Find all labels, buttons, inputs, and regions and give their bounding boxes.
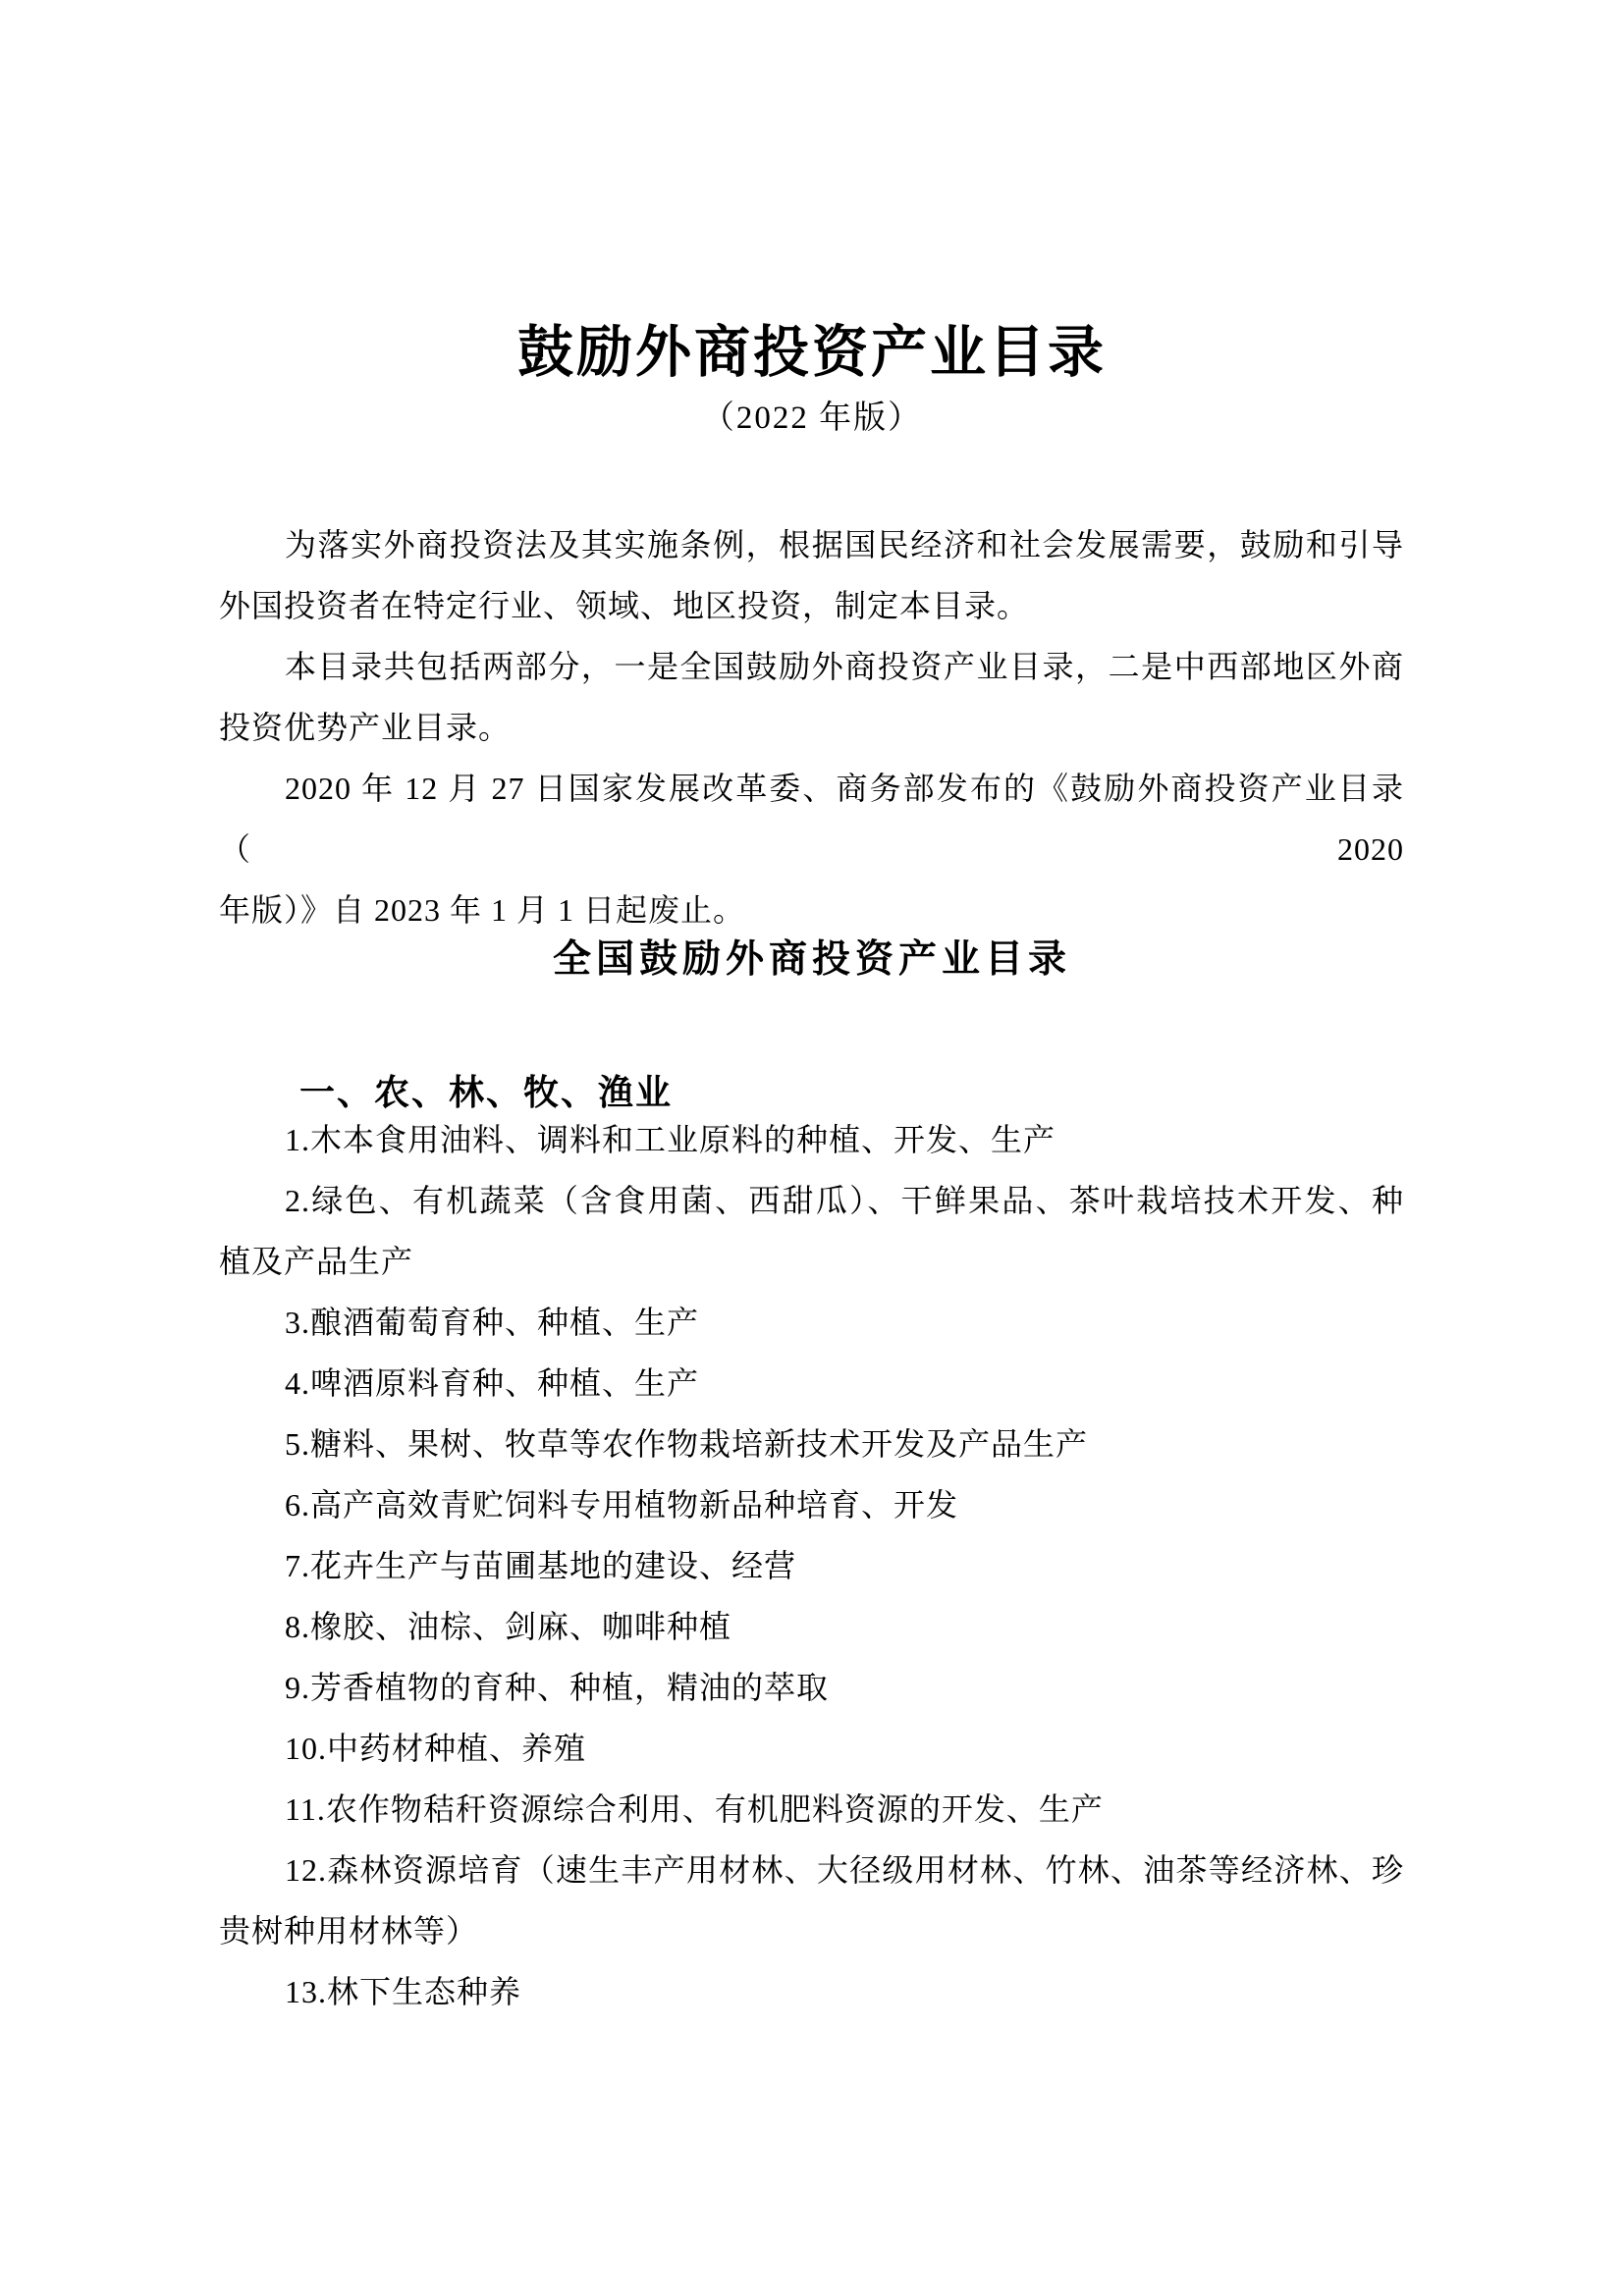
document-subtitle: （2022 年版） <box>701 400 923 436</box>
list-item: 7.花卉生产与苗圃基地的建设、经营 <box>285 1548 797 1583</box>
list-item: 11.农作物秸秆资源综合利用、有机肥料资源的开发、生产 <box>285 1791 1104 1827</box>
intro-paragraphs <box>219 514 1404 940</box>
list-item: 12.森林资源培育（速生丰产用材林、大径级用材林、竹林、油茶等经济林、珍 <box>285 1852 1404 1888</box>
list-item: 8.橡胶、油棕、剑麻、咖啡种植 <box>285 1609 732 1644</box>
intro-line: 为落实外商投资法及其实施条例，根据国民经济和社会发展需要，鼓励和引导 <box>285 527 1404 562</box>
list-item-continuation: 植及产品生产 <box>219 1244 414 1279</box>
list-item: 5.糖料、果树、牧草等农作物栽培新技术开发及产品生产 <box>285 1426 1089 1462</box>
intro-line: 年版）》自 2023 年 1 月 1 日起废止。 <box>219 892 746 928</box>
catalogue-items <box>219 1109 1404 2022</box>
intro-line: 投资优势产业目录。 <box>219 710 512 745</box>
list-item-continuation: 贵树种用材林等） <box>219 1913 479 1949</box>
list-item: 1.木本食用油料、调料和工业原料的种植、开发、生产 <box>285 1122 1056 1157</box>
intro-line: 本目录共包括两部分，一是全国鼓励外商投资产业目录，二是中西部地区外商 <box>285 649 1404 684</box>
list-item: 13.林下生态种养 <box>285 1974 522 2009</box>
chapter-heading: 一、农、林、牧、渔业 <box>299 1072 674 1112</box>
intro-line: 外国投资者在特定行业、领域、地区投资，制定本目录。 <box>219 588 1030 623</box>
document-title: 鼓励外商投资产业目录 <box>517 322 1107 384</box>
list-item: 6.高产高效青贮饲料专用植物新品种培育、开发 <box>285 1487 959 1522</box>
list-item: 2.绿色、有机蔬菜（含食用菌、西甜瓜）、干鲜果品、茶叶栽培技术开发、种 <box>285 1183 1404 1218</box>
section-title: 全国鼓励外商投资产业目录 <box>552 938 1071 981</box>
list-item: 3.酿酒葡萄育种、种植、生产 <box>285 1305 700 1340</box>
list-item: 4.啤酒原料育种、种植、生产 <box>285 1365 700 1401</box>
list-item: 10.中药材种植、养殖 <box>285 1731 587 1766</box>
intro-line: 2020 年 12 月 27 日国家发展改革委、商务部发布的《鼓励外商投资产业目录（2020 <box>219 771 1404 867</box>
list-item: 9.芳香植物的育种、种植，精油的萃取 <box>285 1670 830 1705</box>
